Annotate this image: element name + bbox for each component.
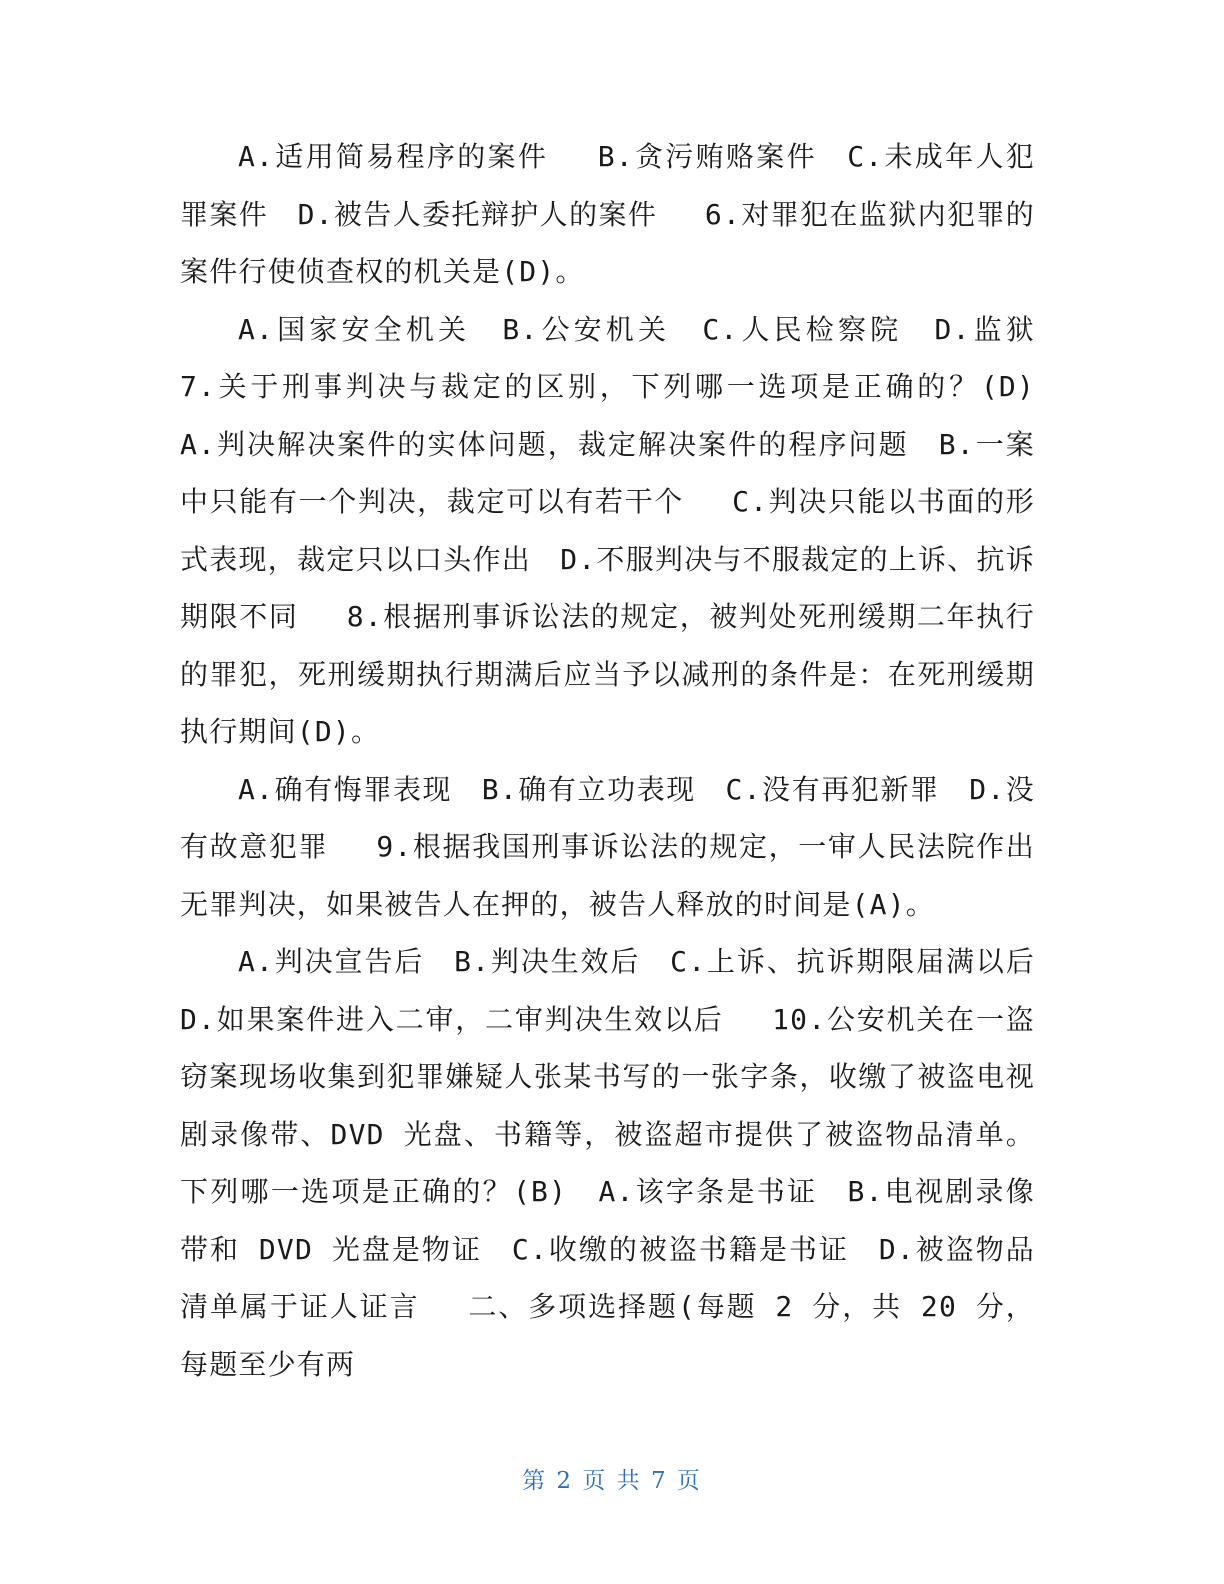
document-body xyxy=(180,128,1083,1393)
paragraph-1: A.适用简易程序的案件 B.贪污贿赂案件 C.未成年人犯罪案件 D.被告人委托辩护人的案件 6.对罪犯在监狱内犯罪的案件行使侦查权的机关是(D)。 xyxy=(180,140,1035,288)
paragraph-2: A.国家安全机关 B.公安机关 C.人民检察院 D.监狱 7.关于刑事判决与裁定的区别，下列哪一选项是正确的？(D) A.判决解决案件的实体问题，裁定解决案件的程序问题 B.一案中只能有一个判决，裁定可以有若干个 C.判决只能以书面的形式表现，裁定只以口头作出 D.不服判决与不服裁定的上诉、抗诉期限不同 8.根据刑事诉讼法的规定，被判处死刑缓期二年执行的罪犯，死刑缓期执行期满后应当予以减刑的条件是：在死刑缓期执行期间(D)。 xyxy=(180,312,1083,748)
paragraph-4: A.判决宣告后 B.判决生效后 C.上诉、抗诉期限届满以后 D.如果案件进入二审，二审判决生效以后 10.公安机关在一盗窃案现场收集到犯罪嫌疑人张某书写的一张字条，收缴了被盗电视剧录像带、DVD 光盘、书籍等，被盗超市提供了被盗物品清单。下列哪一选项是正确的？(B) A.该字条是书证 B.电视剧录像带和 DVD 光盘是物证 C.收缴的被盗书籍是书证 D.被盗物品清单属于证人证言 二、多项选择题(每题 2 分，共 20 分，每题至少有两 xyxy=(180,945,1065,1381)
paragraph-3: A.确有悔罪表现 B.确有立功表现 C.没有再犯新罪 D.没有故意犯罪 9.根据我国刑事诉讼法的规定，一审人民法院作出无罪判决，如果被告人在押的，被告人释放的时间是(A)。 xyxy=(180,772,1035,921)
page-number-footer: 第 2 页 共 7 页 xyxy=(522,1468,702,1494)
